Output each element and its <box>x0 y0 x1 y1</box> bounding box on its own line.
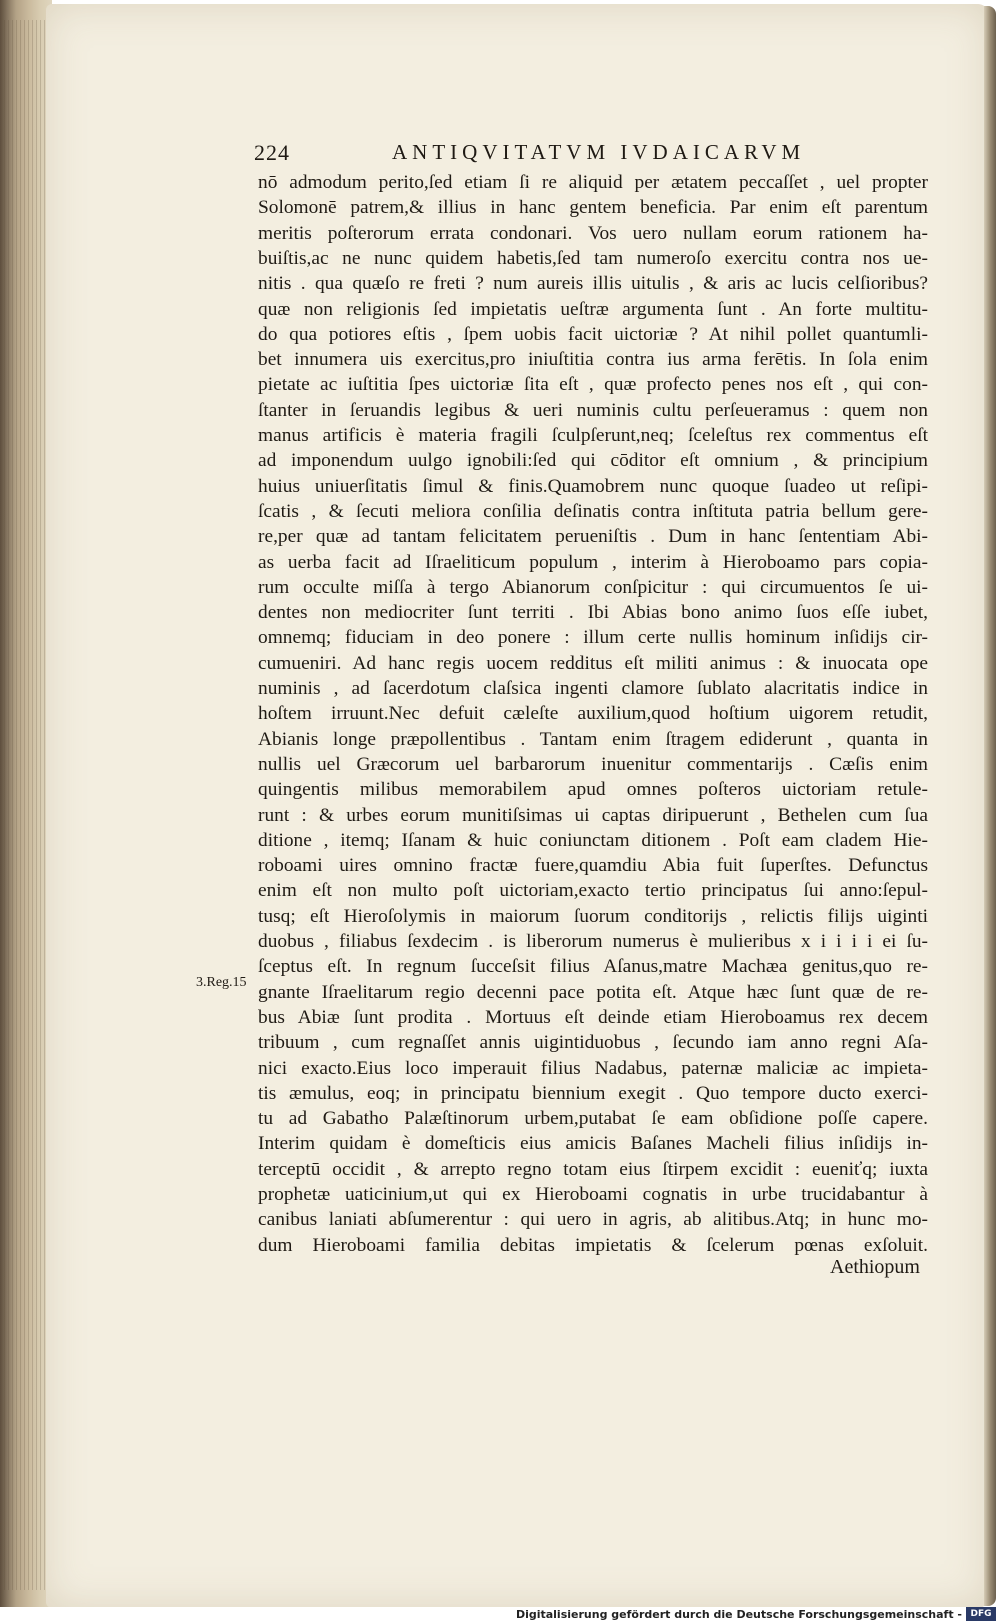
text-line: ditione , itemq; Iſanam & huic coniunctam ditionem . Poſt eam cladem Hie- <box>258 829 928 851</box>
text-line: nitis . qua quæſo re freti ? num aureis illis uitulis , & aris ac lucis celſioribus? <box>258 273 928 295</box>
text-line: nici exacto.Eius loco imperauit filius Nadabus, paternæ maliciæ ac impieta- <box>258 1057 928 1079</box>
text-line: Abianis longe præpollentibus . Tantam enim ſtragem ediderunt , quanta in <box>258 728 928 750</box>
dfg-logo-icon: DFG <box>966 1607 996 1621</box>
text-line: dum Hieroboami familia debitas impietatis & ſcelerum pœnas exſoluit. <box>258 1234 928 1256</box>
text-line: meritis poſterorum errata condonari. Vos uero nullam eorum rationem ha- <box>258 222 928 244</box>
text-line: do qua potiores eſtis , ſpem uobis facit uictoriæ ? At nihil pollet quantumli- <box>258 323 928 345</box>
text-line: Interim quidam è domeſticis eius amicis Baſanes Macheli filius inſidijs in- <box>258 1133 928 1155</box>
text-line: terceptū occidit , & arrepto regno totam eius ſtirpem excidit : eueniťq; iuxta <box>258 1158 928 1180</box>
text-line: numinis , ad ſacerdotum claſsica ingenti clamore ſublato alacritatis indice in <box>258 678 928 699</box>
text-line: enim eſt non multo poſt uictoriam,exacto tertio principatus ſui anno:ſepul- <box>258 880 928 902</box>
text-line: prophetæ uaticinium,ut qui ex Hieroboami cognatis in urbe trucidabantur à <box>258 1184 928 1205</box>
text-line: duobus , filiabus ſexdecim . is liberorum numerus è mulieribus x i i i i ei ſu- <box>258 931 928 952</box>
text-line: bet innumera uis exercitus,pro iniuſtitia contra ius arma ferētis. In ſola enim <box>258 349 928 371</box>
page-number: 224 <box>254 140 290 165</box>
text-line: omnemq; fiduciam in deo ponere : illum certe nullis hominum inſidijs cir- <box>258 627 928 649</box>
text-line: ad imponendum uulgo ignobili:ſed qui cōditor eſt omnium , & principium <box>258 450 928 472</box>
catchword: Aethiopum <box>830 1256 920 1278</box>
text-line: runt : & urbes eorum munitiſsimas ui captas diripuerunt , Bethelen cum ſua <box>258 804 928 826</box>
margin-note: 3.Reg.15 <box>196 975 247 990</box>
text-line: nō admodum perito,ſed etiam ſi re aliquid per ætatem peccaſſet , uel propter <box>258 172 928 193</box>
text-line: tu ad Gabatho Palæſtinorum urbem,putabat ſe eam obſidione poſſe capere. <box>258 1108 928 1130</box>
text-line: tribuum , cum regnaſſet annis uigintiduobus , ſecundo iam anno regni Aſa- <box>258 1032 928 1054</box>
text-line: dentes non mediocriter ſunt territi . Ibi Abias bono animo ſuos eſſe iubet, <box>258 602 928 624</box>
text-line: tusq; eſt Hieroſolymis in maiorum ſuorum conditorijs , relictis filijs uiginti <box>258 905 928 927</box>
text-line: bus Abiæ ſunt prodita . Mortuus eſt deinde etiam Hieroboamus rex decem <box>258 1006 928 1028</box>
running-title: ANTIQVITATVM IVDAICARVM <box>392 140 806 164</box>
text-line: re,per quæ ad tantam felicitatem perueniſtis . Dum in hanc ſententiam Abi- <box>258 526 928 548</box>
text-line: buiſtis,ac ne nunc quidem habetis,ſed tam numeroſo exercitu contra nos ue- <box>258 247 928 269</box>
text-line: hoſtem irruunt.Nec defuit cæleſte auxilium,quod hoſtium uigorem retudit, <box>258 703 928 725</box>
text-line: tis æmulus, eoq; in principatu biennium exegit . Quo tempore ducto exerci- <box>258 1082 928 1104</box>
text-line: as uerba facit ad Iſraeliticum populum , interim à Hieroboamo pars copia- <box>258 551 928 573</box>
text-line: huius uniuerſitatis ſimul & finis.Quamobrem nunc quoque ſuadeo ut reſipi- <box>258 475 928 497</box>
text-line: quingentis milibus memorabilem apud omnes poſteros uictoriam retule- <box>258 779 928 801</box>
text-line: canibus laniati abſumerentur : qui uero in agris, ab alitibus.Atq; in hunc mo- <box>258 1209 928 1231</box>
text-line: pietate ac iuſtitia ſpes uictoriæ ſita eſt , quæ profecto penes nos eſt , qui con- <box>258 374 928 396</box>
text-line: manus artificis è materia fragili ſculpſerunt,neq; ſceleſtus rex commentus eſt <box>258 425 928 446</box>
footer-credit: Digitalisierung gefördert durch die Deutsche Forschungsgemeinschaft - <box>515 1608 962 1621</box>
text-line: nullis uel Græcorum uel barbarorum inuenitur commentarijs . Cæſis enim <box>258 753 928 775</box>
text-line: ſtanter in ſeruandis legibus & ueri numinis cultu perſeueramus : quem non <box>258 399 928 421</box>
text-line: cumueniri. Ad hanc regis uocem redditus eſt militi animus : & inuocata ope <box>258 652 928 674</box>
text-line: rum occulte miſſa à tergo Abianorum conſpicitur : qui circumuentos ſe ui- <box>258 576 928 598</box>
text-line: gnante Iſraelitarum regio decenni pace potita eſt. Atque hæc ſunt quæ de re- <box>258 981 928 1003</box>
text-line: roboami uires omnino fractæ fuere,quamdiu Abia fuit ſuperſtes. Defunctus <box>258 855 928 877</box>
text-line: ſceptus eſt. In regnum ſucceſsit filius Aſanus,matre Machæa genitus,quo re- <box>258 956 928 978</box>
text-line: ſcatis , & ſecuti meliora conſilia deſinatis contra inſtituta patria bellum gere- <box>258 500 928 522</box>
text-line: Solomonē patrem,& illius in hanc gentem beneficia. Par enim eſt parentum <box>258 197 928 219</box>
text-line: quæ non religionis ſed impietatis ueſtræ argumenta ſunt . An forte multitu- <box>258 298 928 320</box>
